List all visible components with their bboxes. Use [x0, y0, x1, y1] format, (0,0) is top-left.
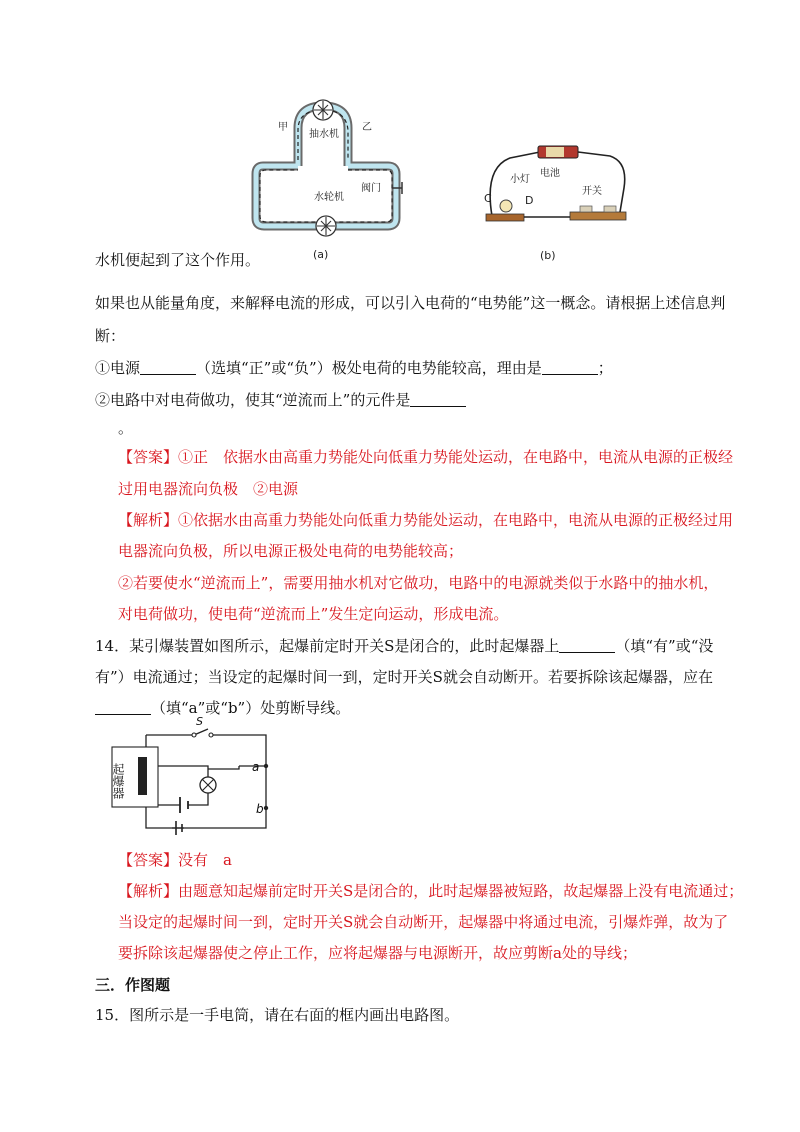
explanation-line: 【解析】①依据水由高重力势能处向低重力势能处运动，在电路中，电流从电源的正极经过用 — [118, 511, 734, 529]
label-s: S — [196, 715, 203, 728]
question-line: 15．图所示是一手电筒，请在右面的框内画出电路图。 — [95, 1006, 460, 1024]
label-switch: 开关 — [582, 186, 602, 197]
figure-a-caption: (a) — [313, 248, 329, 261]
explanation-line: 对电荷做功，使电荷“逆流而上”发生定向运动，形成电流。 — [118, 605, 509, 623]
label-b: b — [256, 802, 264, 816]
question-line: 14．某引爆装置如图所示，起爆前定时开关S是闭合的，此时起爆器上 （填“有”或“没 — [95, 637, 714, 655]
explanation-line: 电器流向负极，所以电源正极处电荷的电势能较高； — [118, 542, 464, 560]
label-d: D — [525, 194, 534, 207]
label-turbine: 水轮机 — [314, 192, 344, 203]
figure-b-caption: (b) — [540, 249, 556, 262]
label-battery: 电池 — [540, 168, 560, 179]
label-c: C — [484, 192, 492, 205]
answer-blank — [559, 638, 615, 653]
answer-blank — [410, 392, 466, 407]
question-line: ①电源 （选填“正”或“负”）极处电荷的电势能较高，理由是 ； — [95, 359, 613, 377]
text-line: 断： — [95, 327, 126, 345]
answer-line: 【答案】①正 依据水由高重力势能处向低重力势能处运动，在电路中，电流从电源的正极经 — [118, 448, 734, 466]
text-line: 有”）电流通过；当设定的起爆时间一到，定时开关S就会自动断开。若要拆除该起爆器，应在 — [95, 668, 713, 686]
label-pump: 抽水机 — [309, 129, 339, 140]
answer-blank — [140, 360, 196, 375]
answer-line: 过用电器流向负极 ②电源 — [118, 480, 299, 498]
label-jia: 甲 — [278, 122, 288, 133]
section-heading: 三．作图题 — [95, 976, 171, 994]
explanation-line: 当设定的起爆时间一到，定时开关S就会自动断开，起爆器中将通过电流，引爆炸弹，故为了 — [118, 913, 729, 931]
answer-line: 【答案】没有 a — [118, 851, 232, 869]
label-yi: 乙 — [362, 122, 372, 133]
text-line: 如果也从能量角度，来解释电流的形成，可以引入电荷的“电势能”这一概念。请根据上述信息判 — [95, 294, 726, 312]
figure-detonator-circuit — [108, 713, 280, 838]
answer-blank — [542, 360, 598, 375]
explanation-line: 【解析】由题意知起爆前定时开关S是闭合的，此时起爆器被短路，故起爆器上没有电流通过； — [118, 882, 744, 900]
figure-a-water-circuit — [238, 88, 413, 263]
question-line: ②电路中对电荷做功，使其“逆流而上”的元件是 — [95, 390, 466, 410]
label-valve: 阀门 — [361, 183, 381, 194]
label-lamp: 小灯 — [510, 174, 530, 185]
question-line: （填“a”或“b”）处剪断导线。 — [95, 698, 350, 718]
label-a: a — [252, 760, 260, 774]
label-detonator: 起爆器 — [111, 763, 125, 799]
figure-b-circuit — [470, 138, 630, 263]
text-line: 。 — [118, 419, 134, 437]
explanation-line: ②若要使水“逆流而上”，需要用抽水机对它做功，电路中的电源就类似于水路中的抽水机， — [118, 574, 719, 592]
explanation-line: 要拆除该起爆器使之停止工作，应将起爆器与电源断开，故应剪断a处的导线； — [118, 944, 637, 962]
text-line: 水机便起到了这个作用。 — [95, 251, 261, 269]
